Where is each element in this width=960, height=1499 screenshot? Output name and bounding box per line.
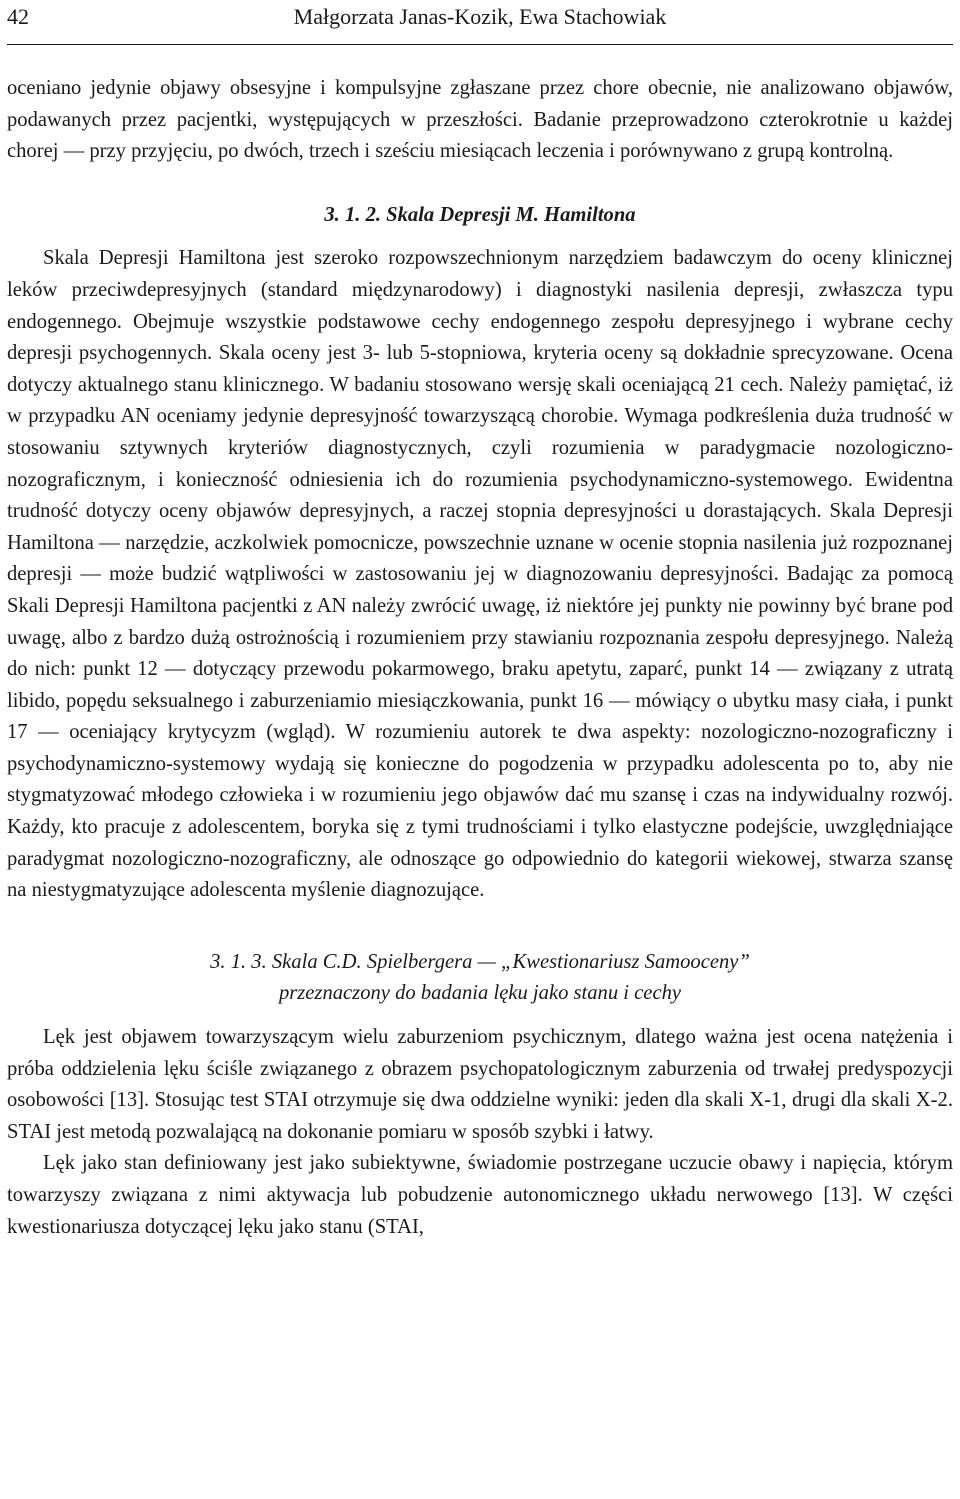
section-heading-3-1-3 — [7, 947, 953, 1010]
section-heading-3-1-3-line1: 3. 1. 3. Skala C.D. Spielbergera — „Kwestionariusz Samooceny” — [210, 950, 750, 973]
paragraph-hamilton-scale: Skala Depresji Hamiltona jest szeroko rozpowszechnionym narzędziem badawczym do oceny klinicznej leków przeciwdepresyjnych (standard międzynarodowy) i diagnostyki nasilenia depresji, zwłaszcza typu endogennego. Obejmuje wszystkie podstawowe cechy endogennego zespołu depresyjnego i wybrane cechy depresji psychogennych. Skala oceny jest 3- lub 5-stopniowa, kryteria oceny są dokładnie sprecyzowane. Ocena dotyczy aktualnego stanu klinicznego. W badaniu stosowano wersję skali oceniającą 21 cech. Należy pamiętać, iż w przypadku AN oceniamy jedynie depresyjność towarzyszącą chorobie. Wymaga podkreślenia duża trudność w stosowaniu sztywnych kryteriów diagnostycznych, czyli rozumienia w paradygmacie nozologiczno-nozograficznym, i konieczność odniesienia ich do rozumienia psychodynamiczno-systemowego. Ewidentna trudność dotyczy oceny objawów depresyjnych, a raczej stopnia depresyjności u dorastających. Skala Depresji Hamiltona — narzędzie, aczkolwiek pomocnicze, powszechnie uznane w ocenie stopnia nasilenia już rozpoznanej depresji — może budzić wątpliwości w zastosowaniu jej w diagnozowaniu depresyjności. Badając za pomocą Skali Depresji Hamiltona pacjentki z AN należy zwrócić uwagę, iż niektóre jej punkty nie powinny być brane pod uwagę, albo z bardzo dużą ostrożnością i rozumieniem przy stawianiu rozpoznania zespołu depresyjnego. Należą do nich: punkt 12 — dotyczący przewodu pokarmowego, braku apetytu, zaparć, punkt 14 — związany z utratą libido, popędu seksualnego i zaburzeniamio miesiączkowania, punkt 16 — mówiący o ubytku masy ciała, i punkt 17 — oceniający krytycyzm (wgląd). W rozumieniu autorek te dwa aspekty: nozologiczno-nozograficzny i psychodynamiczno-systemowy wydają się konieczne do pogodzenia w przypadku adolescenta po to, aby nie stygmatyzować młodego człowieka i w rozumieniu jego objawów dać mu szansę i czas na indywidualny rozwój. Każdy, kto pracuje z adolescentem, boryka się z tymi trudnościami i tylko elastyczne podejście, uwzględniające paradygmat nozologiczno-nozograficzny, ale odnoszące go odpowiednio do kategorii wiekowej, stwarza szansę na niestygmatyzujące adolescenta myślenie diagnozujące. — [7, 247, 953, 902]
document-page — [7, 0, 953, 1243]
paragraph-anxiety-state: Lęk jako stan definiowany jest jako subiektywne, świadomie postrzegane uczucie obawy i napięcia, którym towarzyszy związana z nimi aktywacja lub pobudzenie autonomicznego układu nerwowego [13]. W części kwestionariusza dotyczącej lęku jako stanu (STAI, — [7, 1152, 953, 1238]
paragraph-anxiety-intro: Lęk jest objawem towarzyszącym wielu zaburzeniom psychicznym, dlatego ważna jest ocena natężenia i próba oddzielenia lęku ściśle związanego z obrazem psychopatologicznym zaburzenia od trwałej predyspozycji osobowości [13]. Stosując test STAI otrzymuje się dwa oddzielne wyniki: jeden dla skali X-1, drugi dla skali X-2. STAI jest metodą pozwalającą na dokonanie pomiaru w sposób szybki i łatwy. — [7, 1026, 953, 1143]
page-number: 42 — [7, 4, 29, 29]
section-heading-3-1-2: 3. 1. 2. Skala Depresji M. Hamiltona — [324, 203, 636, 226]
section-heading-3-1-3-line2: przeznaczony do badania lęku jako stanu i cechy — [278, 982, 682, 1005]
paragraph-continuation: oceniano jedynie objawy obsesyjne i kompulsyjne zgłaszane przez chore obecnie, nie analizowano objawów, podawanych przez pacjentki, występujących w przeszłości. Badanie przeprowadzono czterokrotnie u każdej chorej — przy przyjęciu, po dwóch, trzech i sześciu miesiącach leczenia i porównywano z grupą kontrolną. — [7, 77, 953, 163]
header-rule — [7, 44, 953, 45]
running-header — [7, 0, 953, 44]
running-header-authors: Małgorzata Janas-Kozik, Ewa Stachowiak — [293, 4, 667, 29]
